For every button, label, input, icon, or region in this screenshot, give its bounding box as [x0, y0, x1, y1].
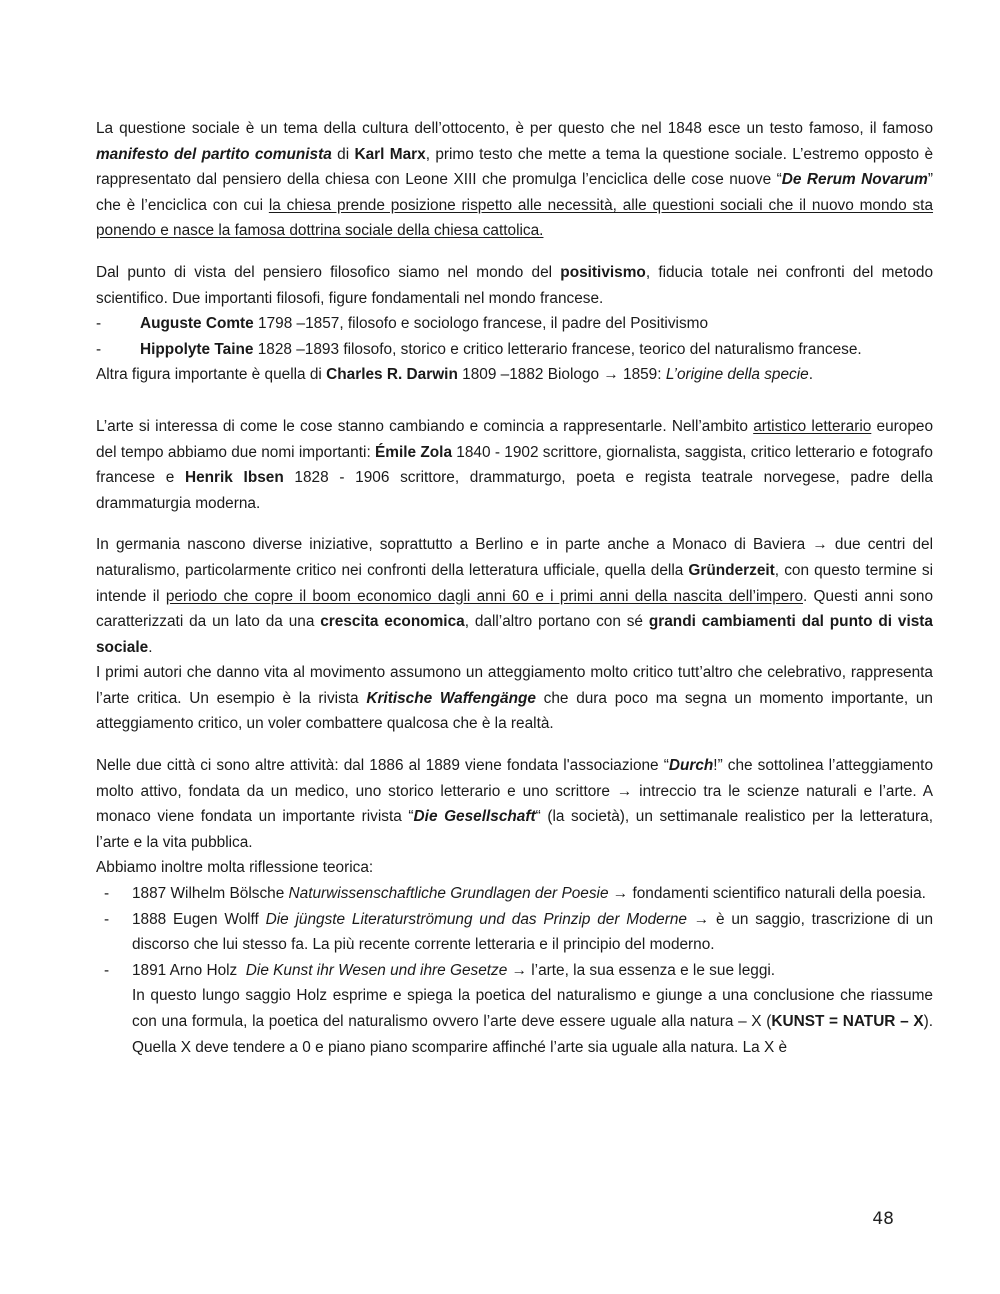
bold-text: KUNST = NATUR – X — [771, 1013, 924, 1030]
dash-marker: - — [104, 961, 110, 979]
text: ” che è l’enciclica con cui — [96, 171, 933, 214]
page-number: 48 — [872, 1209, 894, 1229]
bold-italic-text: Kritische Waffengänge — [366, 689, 536, 707]
dash-marker: - — [96, 315, 102, 333]
paragraph-germany — [96, 532, 933, 660]
bold-text: Émile Zola — [375, 443, 453, 461]
text: , fiducia totale nei confronti del metodo scientifico. Due importanti filosofi, figure fondamentali nel mondo francese. — [96, 263, 933, 307]
paragraph-positivism — [96, 260, 933, 311]
text: In germania nascono diverse iniziative, soprattutto a Berlino e in parte anche a Monaco di Baviera → due centri del naturalismo, particolarmente critico nei confronti della letteratura ufficiale, quella della — [96, 536, 933, 579]
text: 1888 Eugen Wolff — [132, 910, 266, 928]
underlined-text: periodo che copre il boom economico dagli anni 60 e i primi anni della nascita dell’impero — [165, 587, 803, 605]
text: . — [148, 638, 153, 656]
underlined-text: la chiesa prende posizione rispetto alle necessità, alle questioni sociali che il nuovo mondo sta ponendo e nasce la famosa dottrina sociale della chiesa cattolica. — [96, 196, 934, 240]
bold-text: Hippolyte Taine — [140, 340, 254, 358]
bold-text: Charles R. Darwin — [326, 366, 458, 384]
text: 1828 - 1906 scrittore, drammaturgo, poeta e regista teatrale norvegese, padre della drammaturgia moderna. — [96, 469, 933, 512]
bold-italic-text: Die Gesellschaft — [413, 808, 536, 826]
paragraph-art — [96, 414, 933, 516]
text: Altra figura importante è quella di — [96, 366, 327, 384]
paragraph-cities — [96, 753, 933, 855]
dash-marker: - — [96, 340, 102, 358]
text: → fondamenti scientifico naturali della poesia. — [608, 885, 926, 903]
text: La questione sociale è un tema della cultura dell’ottocento, è per questo che nel 1848 esce un testo famoso, il famoso — [96, 120, 933, 137]
text: ). Quella X deve tendere a 0 e piano piano scomparire affinché l’arte sia uguale alla natura. La X è — [132, 1013, 933, 1056]
list-item-philosopher — [96, 337, 933, 363]
text: In questo lungo saggio Holz esprime e spiega la poetica del naturalismo e giunge a una conclusione che riassume con una formula, la poetica del naturalismo ovvero l’arte deve essere uguale alla natura – X ( — [132, 987, 933, 1030]
bold-text: Auguste Comte — [140, 315, 254, 333]
text: 1809 –1882 Biologo → 1859: — [457, 366, 666, 384]
italic-text: Naturwissenschaftliche Grundlagen der Poesie — [288, 885, 609, 903]
paragraph-social-question — [96, 116, 933, 244]
dash-marker: - — [104, 910, 110, 928]
page-body — [96, 116, 933, 1060]
text: → è un saggio, trascrizione di un discorso che lui stesso fa. La più recente corrente letteraria e il principio del moderno. — [132, 910, 934, 954]
text: L’arte si interessa di come le cose stanno cambiando e comincia a rappresentarle. Nell’ambito — [96, 417, 754, 435]
text: Dal punto di vista del pensiero filosofico siamo nel mondo del — [96, 263, 561, 281]
list-item-work — [96, 958, 933, 984]
text: 1798 –1857, filosofo e sociologo francese, il padre del Positivismo — [253, 315, 709, 333]
bold-text: Karl Marx — [354, 145, 426, 163]
list-item-work — [96, 881, 933, 907]
bold-italic-text: De Rerum Novarum — [781, 171, 928, 189]
bold-text: crescita economica — [320, 613, 465, 631]
bold-italic-text: manifesto del partito comunista — [96, 145, 332, 163]
text: “ (la società), un settimanale realistico per la letteratura, l’arte e la vita pubblica. — [96, 808, 934, 851]
text: , con questo termine si intende il — [96, 561, 933, 605]
list-item-philosopher — [96, 311, 933, 337]
text: che dura poco ma segna un momento importante, un atteggiamento critico, un voler combattere qualcosa che è la realtà. — [96, 689, 933, 733]
text: , dall’altro portano con sé — [464, 613, 649, 631]
text: europeo del tempo abbiamo due nomi importanti: — [96, 417, 933, 461]
paragraph-theory-intro: Abbiamo inoltre molta riflessione teorica: — [96, 859, 374, 877]
paragraph-holz — [96, 983, 933, 1060]
italic-text: Die jüngste Literaturströmung und das Prinzip der Moderne — [265, 910, 687, 928]
italic-text: Die Kunst ihr Wesen und ihre Gesetze — [245, 961, 508, 979]
dash-marker: - — [104, 885, 110, 903]
paragraph-darwin — [96, 362, 933, 388]
bold-text: positivismo — [560, 263, 646, 281]
bold-text: grandi cambiamenti dal punto di vista sociale — [96, 613, 933, 656]
text: di — [331, 145, 355, 163]
text: . — [808, 366, 813, 384]
text: I primi autori che danno vita al movimento assumono un atteggiamento molto critico tutt’altro che celebrativo, rappresenta l’arte critica. Un esempio è la rivista — [96, 664, 933, 707]
italic-text: L’origine della specie — [665, 366, 809, 384]
text: Nelle due città ci sono altre attività: dal 1886 al 1889 viene fondata l'associazione “ — [96, 757, 669, 775]
text: → l’arte, la sua essenza e le sue leggi. — [507, 961, 776, 979]
paragraph-first-authors — [96, 660, 933, 737]
text: , primo testo che mette a tema la questione sociale. L’estremo opposto è rappresentato dal pensiero della chiesa con Leone XIII che promulga l’enciclica delle cose nuove “ — [96, 145, 933, 189]
bold-text: Henrik Ibsen — [184, 469, 284, 487]
text: !” che sottolinea l’atteggiamento molto attivo, fondata da un medico, uno storico letterario e uno scrittore → intreccio tra le scienze naturali e l’arte. A monaco viene fondata un importante rivista “ — [96, 757, 934, 826]
text: 1828 –1893 filosofo, storico e critico letterario francese, teorico del naturalismo francese. — [253, 340, 862, 358]
bold-text: Gründerzeit — [688, 561, 775, 579]
list-item-work — [96, 907, 933, 958]
text: . Questi anni sono caratterizzati da un lato da una — [96, 587, 934, 631]
text: 1891 Arno Holz — [132, 961, 246, 979]
text: 1887 Wilhelm Bölsche — [132, 885, 289, 903]
underlined-text: artistico letterario — [753, 417, 872, 435]
bold-italic-text: Durch — [668, 757, 714, 775]
text: 1840 - 1902 scrittore, giornalista, saggista, critico letterario e fotografo francese e — [96, 443, 933, 487]
